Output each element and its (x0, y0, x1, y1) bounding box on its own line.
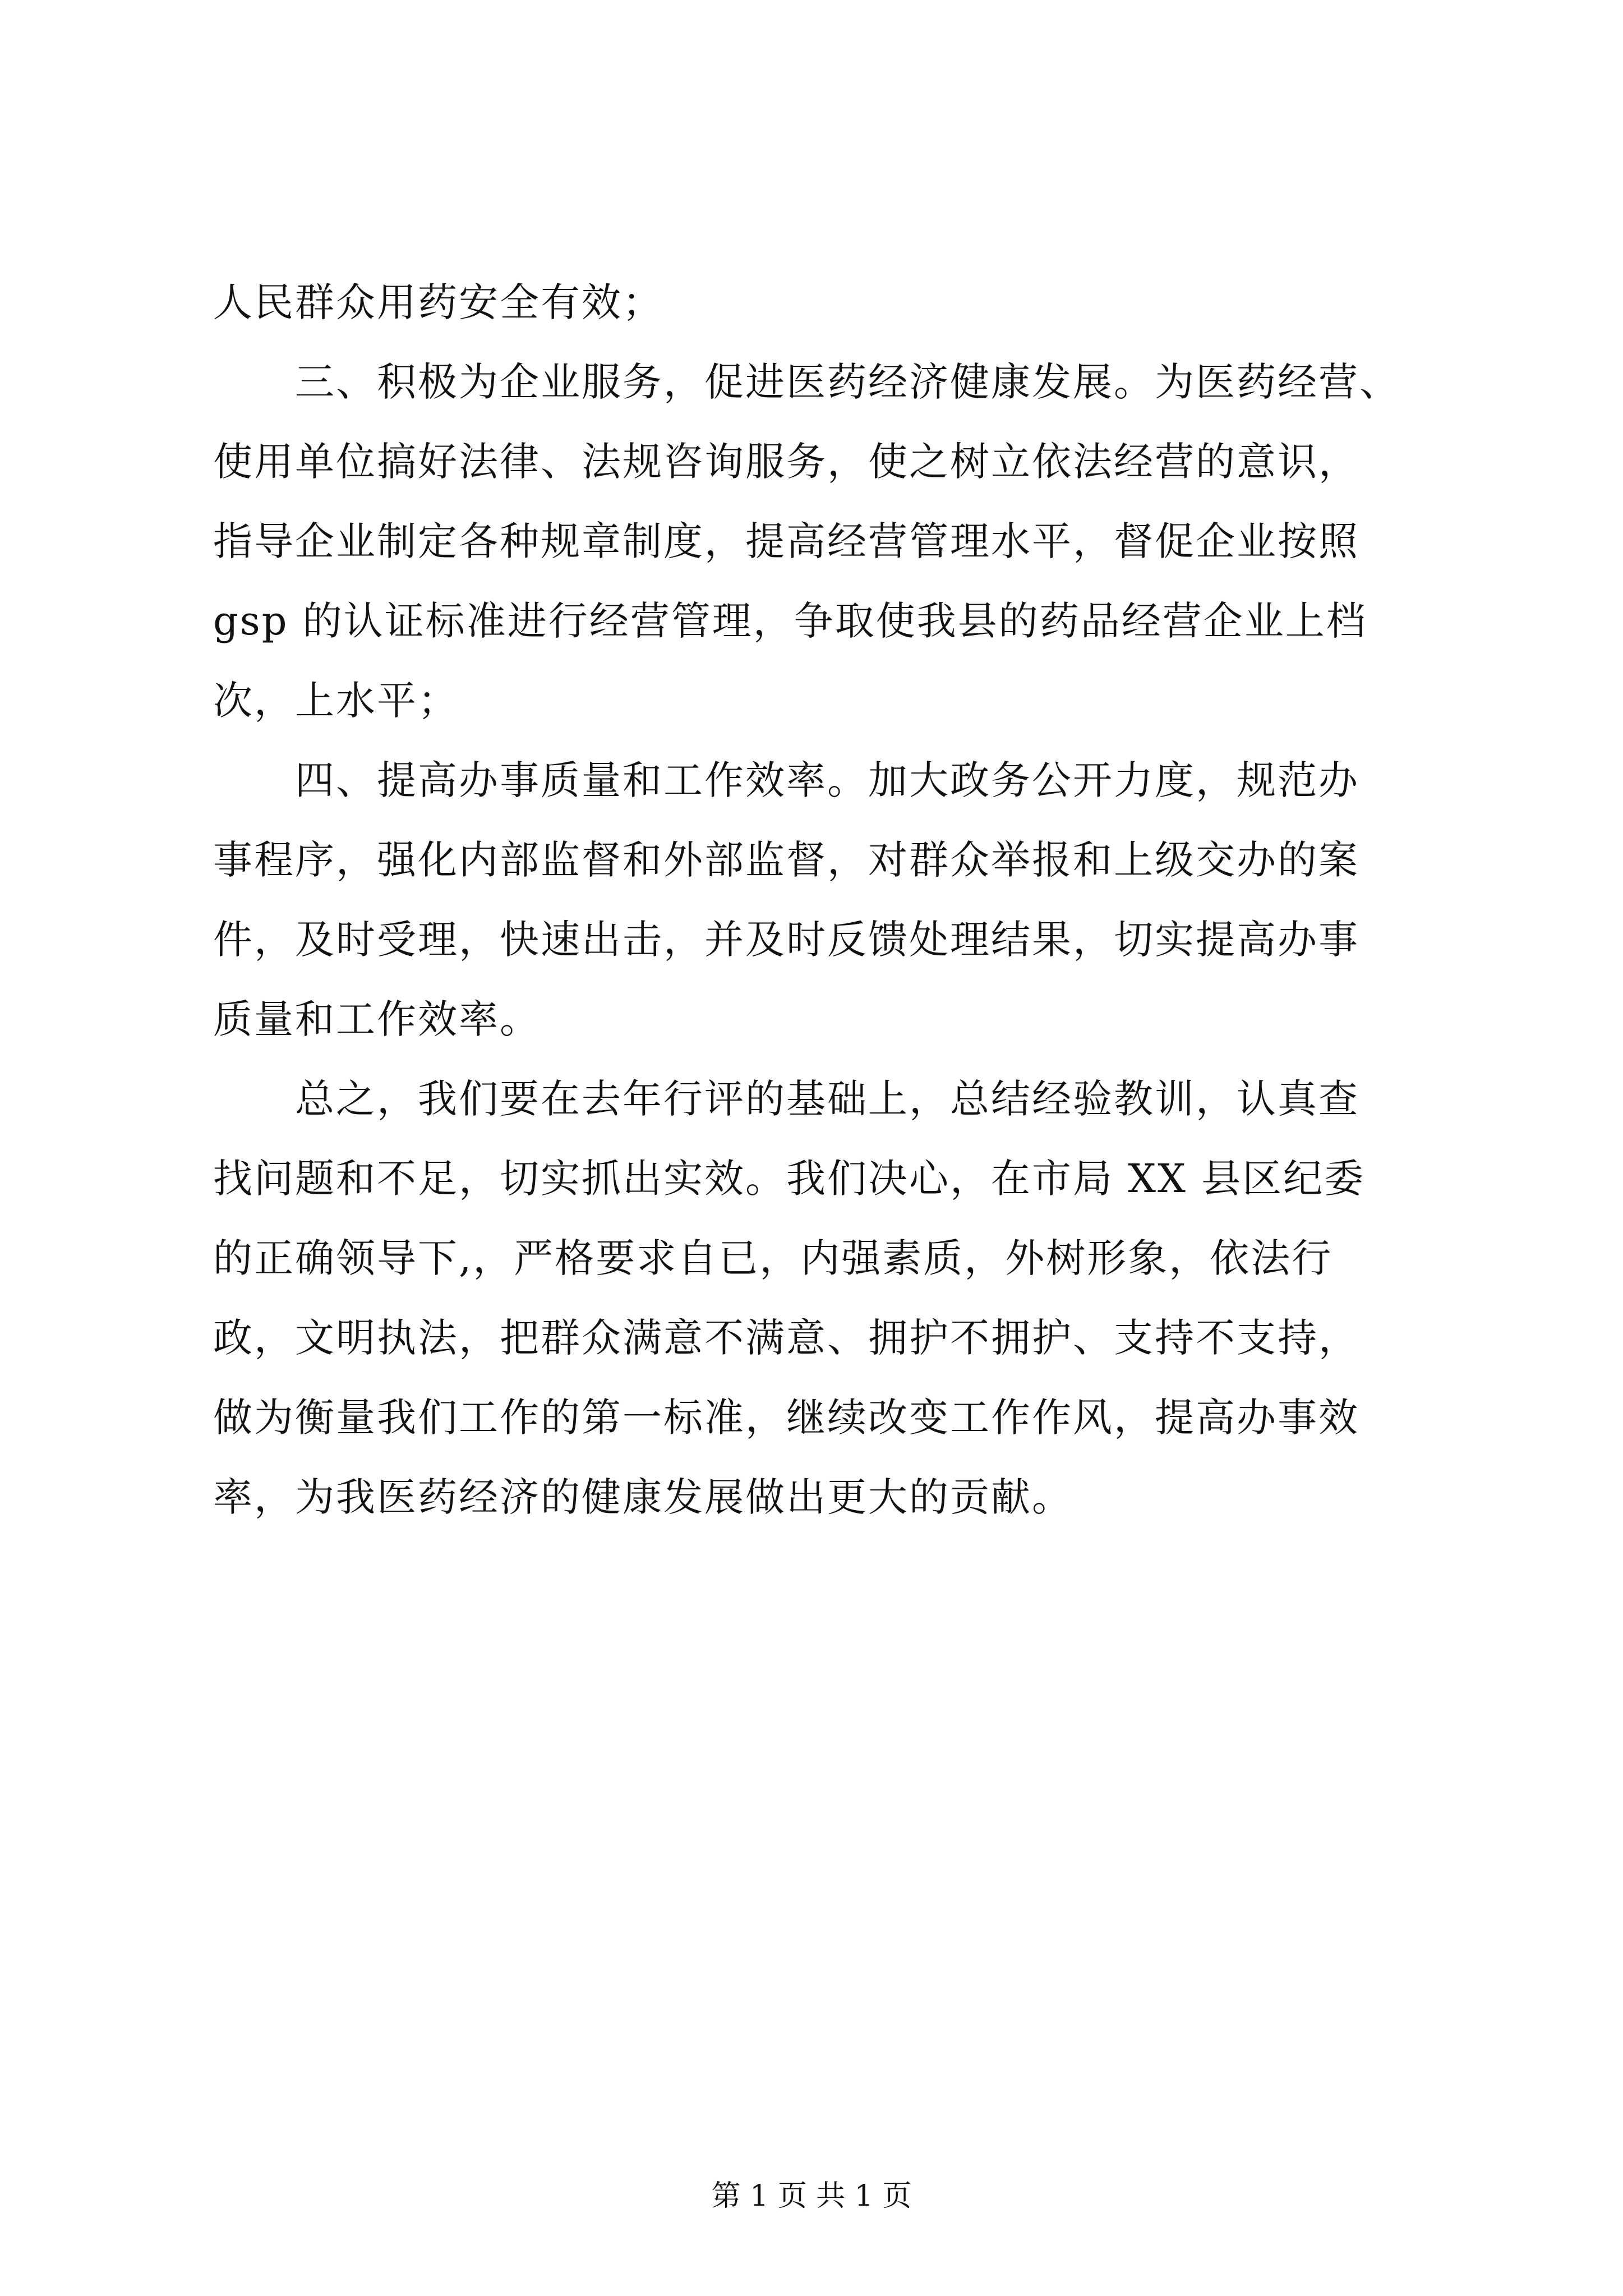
page-footer: 第 1 页 共 1 页 (711, 2179, 912, 2213)
text-line: 质量和工作效率。 (213, 996, 541, 1042)
text-line: 四、提高办事质量和工作效率。加大政务公开力度，规范办 (213, 757, 1359, 803)
text-line: gsp 的认证标准进行经营管理，争取使我县的药品经营企业上档 (213, 598, 1367, 644)
text-line: 使用单位搞好法律、法规咨询服务，使之树立依法经营的意识， (213, 439, 1359, 485)
text-line: 率，为我医药经济的健康发展做出更大的贡献。 (213, 1474, 1073, 1520)
document-body (213, 263, 1413, 1537)
text-line: 找问题和不足，切实抓出实效。我们决心，在市局 XX 县区纪委 (213, 1156, 1366, 1202)
text-line: 件，及时受理，快速出击，并及时反馈处理结果，切实提高办事 (213, 917, 1359, 963)
text-line: 人民群众用药安全有效； (213, 279, 663, 325)
text-line: 事程序，强化内部监督和外部监督，对群众举报和上级交办的案 (213, 837, 1359, 883)
text-line: 三、积极为企业服务，促进医药经济健康发展。为医药经营、 (213, 359, 1400, 405)
text-line: 政，文明执法，把群众满意不满意、拥护不拥护、支持不支持， (213, 1315, 1359, 1361)
text-line: 次，上水平； (213, 678, 459, 724)
text-line: 总之，我们要在去年行评的基础上，总结经验教训，认真查 (213, 1076, 1359, 1122)
text-line: 的正确领导下,，严格要求自已，内强素质，外树形象，依法行 (213, 1235, 1333, 1281)
text-line: 指导企业制定各种规章制度，提高经营管理水平，督促企业按照 (213, 518, 1359, 564)
text-line: 做为衡量我们工作的第一标准，继续改变工作作风，提高办事效 (213, 1395, 1359, 1441)
